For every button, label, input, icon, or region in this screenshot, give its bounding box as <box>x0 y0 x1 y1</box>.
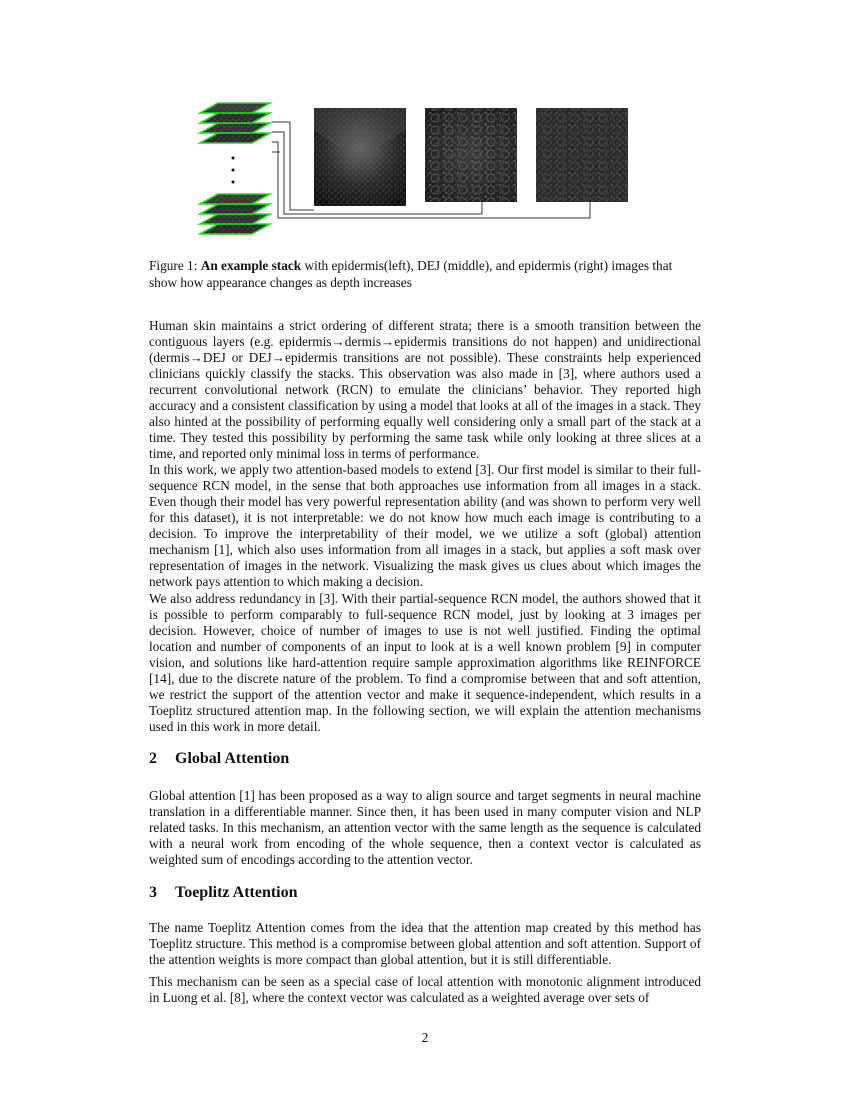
page-number: 2 <box>421 1030 429 1045</box>
paragraph-redundancy: We also address redundancy in [3]. With their partial-sequence RCN model, the authors showed that it is possible to perform comparably to full-sequence RCN model, just by looking at 3 images per decision. However, choice of number of images to use is not well justified. Finding the optimal location and number of components of an input to look at is a well known problem [9] in computer vision, and solutions like hard-attention require sample approximation algorithms like REINFORCE [14], due to the discrete nature of the problem. To find a compromise between that and soft attention, we restrict the support of the attention vector and make it sequence-independent, which results in a Toeplitz structured attention map. In the following section, we will explain the attention mechanisms used in this work in more detail. <box>149 591 701 734</box>
section-number: 2 <box>149 750 157 767</box>
stack-diagram <box>190 100 650 245</box>
paragraph-global-model: In this work, we apply two attention-based models to extend [3]. Our first model is similar to their full-sequence RCN model, in the sense that both approaches use information from all images in a stack. Even though their model has very powerful representation ability (and was shown to perform very well for this dataset), it is not interpretable: we do not know how much each image is contributing to a decision. To improve the interpretability of their model, we we utilize a soft (global) attention mechanism [1], which also uses information from all images in a stack, but applies a soft mask over representation of images in the network. Visualizing the mask gives us clues about which images the network pays attention to which making a decision. <box>149 462 701 589</box>
section-heading-toeplitz-attention <box>149 884 298 902</box>
bottom-stack <box>200 194 270 234</box>
caption-bold: An example stack <box>200 258 302 273</box>
image-dej-middle <box>425 108 517 202</box>
paragraph-intro: Human skin maintains a strict ordering of different strata; there is a smooth transition between the contiguous layers (e.g. epidermis→dermis→epidermis transitions do not happen) and unidirectional (dermis→DEJ or DEJ→epidermis transitions are not possible). These constraints help experienced clinicians quickly classify the stacks. This observation was also made in [3], where authors used a recurrent convolutional network (RCN) to emulate the clinicians’ behavior. They reported high accuracy and a consistent classification by using a model that looks at all of the images in a stack. They also hinted at the possibility of performing equally well considering only a small part of the stack at a time. They tested this possibility by performing the same task while only looking at three slices at a time, and reported only minimal loss in terms of performance. <box>149 318 701 461</box>
stack-ellipsis <box>232 157 235 184</box>
section-title: Global Attention <box>175 750 290 767</box>
caption-label: Figure 1: <box>149 258 198 273</box>
figure-caption <box>149 257 701 291</box>
caption-text: with epidermis(left), DEJ (middle), and epidermis (right) images that show how appearance changes as depth increases <box>149 258 673 290</box>
section-number: 3 <box>149 884 157 901</box>
image-epidermis-left <box>314 108 406 206</box>
top-stack <box>200 103 270 143</box>
paragraph-global-attention: Global attention [1] has been proposed as a way to align source and target segments in neural machine translation in a differentiable manner. Since then, it has been used in many computer vision and NLP related tasks. In this mechanism, an attention vector with the same length as the sequence is calculated with a neural work from encoding of the whole sequence, then a context vector is calculated as weighted sum of encodings according to the attention vector. <box>149 788 701 867</box>
paragraph-toeplitz-intro: The name Toeplitz Attention comes from the idea that the attention map created by this method has Toeplitz structure. This method is a compromise between global attention and soft attention. Support of the attention weights is more compact than global attention, but it is still differentiable. <box>149 920 701 967</box>
section-title: Toeplitz Attention <box>175 884 298 901</box>
section-heading-global-attention <box>149 750 289 768</box>
paragraph-toeplitz-local: This mechanism can be seen as a special case of local attention with monotonic alignment introduced in Luong et al. [8], where the context vector was calculated as a weighted average over sets of <box>149 974 701 1005</box>
image-epidermis-right <box>536 108 628 202</box>
figure-1 <box>190 100 650 245</box>
